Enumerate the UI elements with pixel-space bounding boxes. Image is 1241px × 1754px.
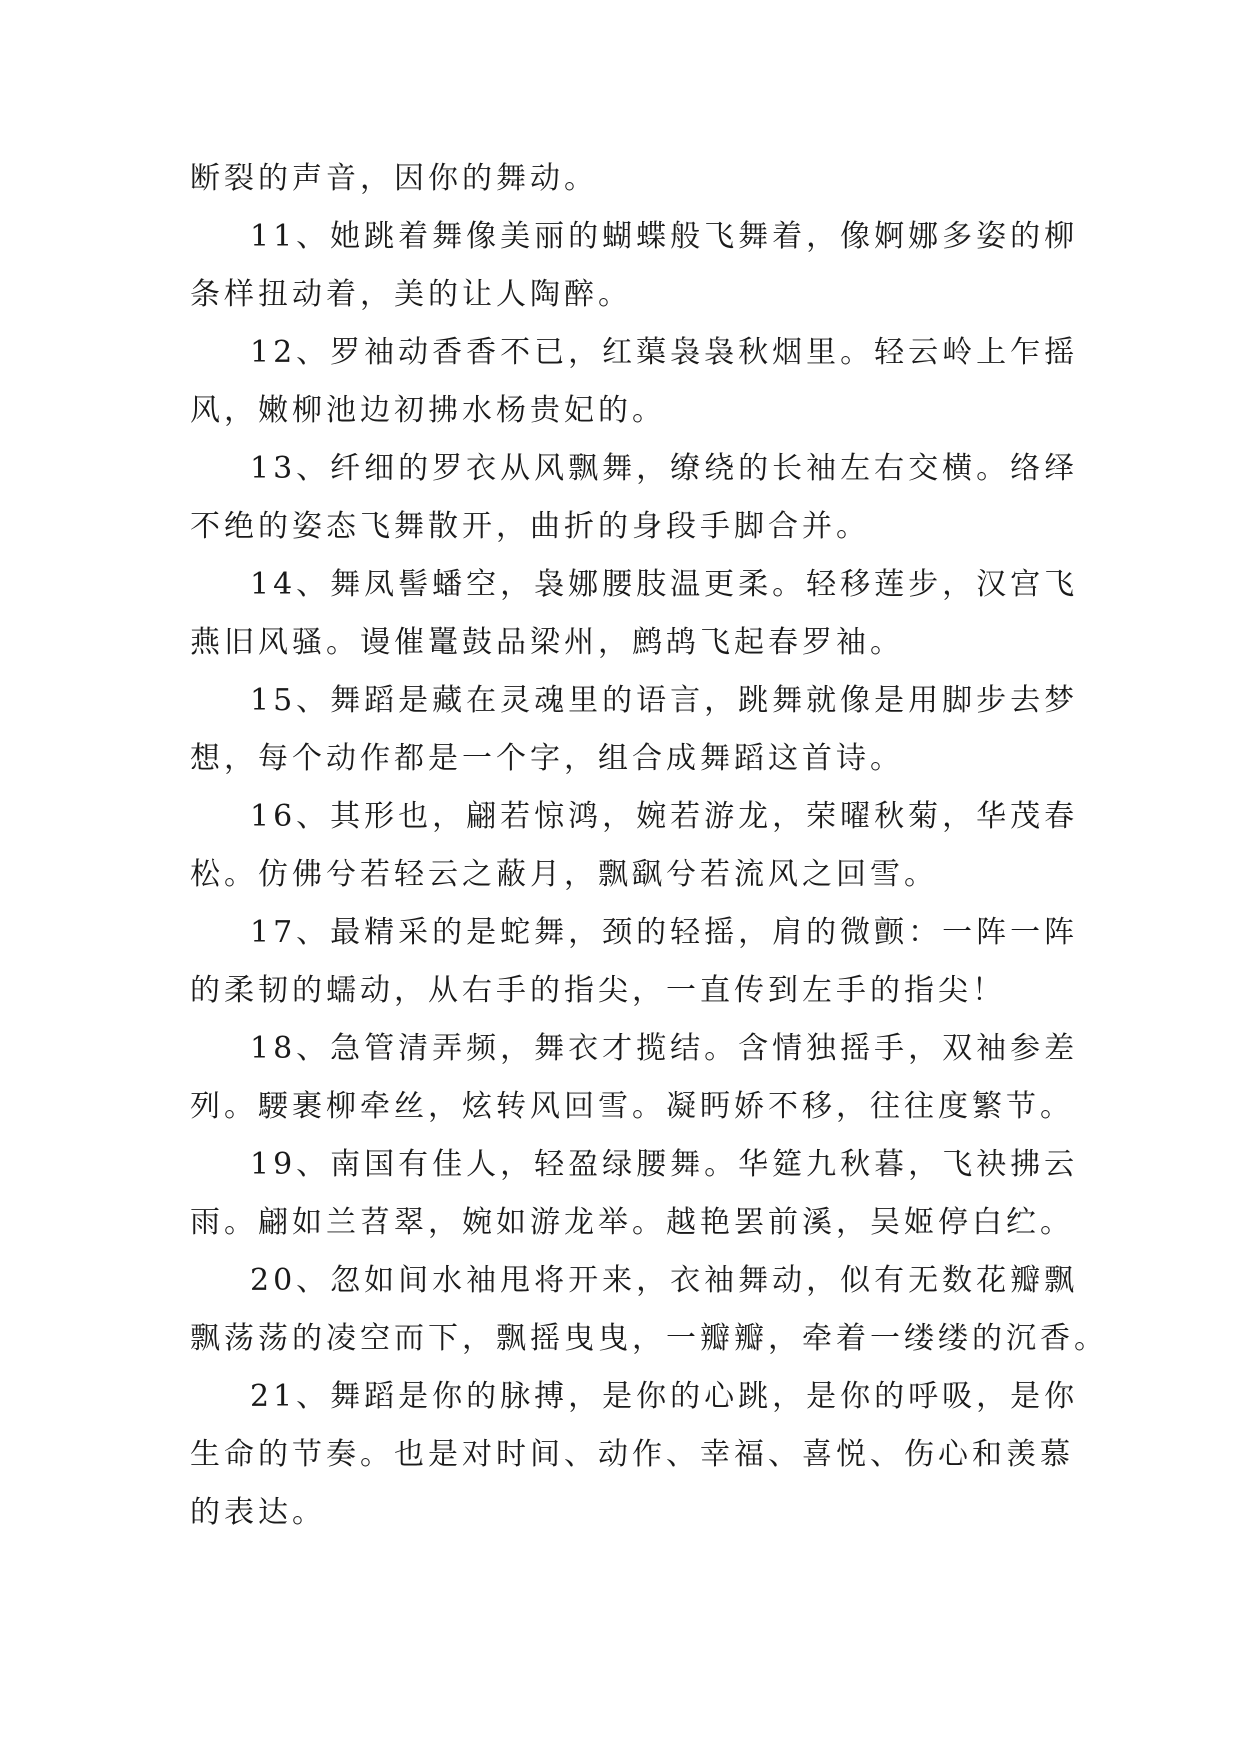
text-line: 想，每个动作都是一个字，组合成舞蹈这首诗。 — [190, 741, 904, 776]
text-line: 松。仿佛兮若轻云之蔽月，飘飖兮若流风之回雪。 — [190, 857, 938, 892]
text-line: 13、纤细的罗衣从风飘舞，缭绕的长袖左右交横。络绎 — [250, 451, 1079, 486]
text-line: 不绝的姿态飞舞散开，曲折的身段手脚合并。 — [190, 509, 870, 544]
text-line: 14、舞凤髻蟠空，袅娜腰肢温更柔。轻移莲步，汉宫飞 — [250, 567, 1079, 602]
text-line: 风，嫩柳池边初拂水杨贵妃的。 — [190, 393, 666, 428]
text-line: 16、其形也，翩若惊鸿，婉若游龙，荣曜秋菊，华茂春 — [250, 799, 1079, 834]
text-line: 11、她跳着舞像美丽的蝴蝶般飞舞着，像婀娜多姿的柳 — [250, 219, 1079, 254]
text-line: 18、急管清弄频，舞衣才揽结。含情独摇手，双袖参差 — [250, 1031, 1079, 1066]
text-line: 雨。翩如兰苕翠，婉如游龙举。越艳罢前溪，吴姬停白纻。 — [190, 1205, 1074, 1240]
text-line: 20、忽如间水袖甩将开来，衣袖舞动，似有无数花瓣飘 — [250, 1263, 1079, 1298]
text-line: 17、最精采的是蛇舞，颈的轻摇，肩的微颤：一阵一阵 — [250, 915, 1079, 950]
text-line: 21、舞蹈是你的脉搏，是你的心跳，是你的呼吸，是你 — [250, 1379, 1079, 1414]
text-line: 燕旧风骚。谩催鼍鼓品梁州，鹧鸪飞起春罗袖。 — [190, 625, 904, 660]
text-line: 条样扭动着，美的让人陶醉。 — [190, 277, 632, 312]
text-line: 的表达。 — [190, 1495, 326, 1530]
text-line: 生命的节奏。也是对时间、动作、幸福、喜悦、伤心和羡慕 — [190, 1437, 1074, 1472]
document-body — [190, 150, 1108, 1542]
text-line: 列。騕裹柳牵丝，炫转风回雪。凝眄娇不移，往往度繁节。 — [190, 1089, 1074, 1124]
text-line: 19、南国有佳人，轻盈绿腰舞。华筵九秋暮，飞袂拂云 — [250, 1147, 1079, 1182]
text-line: 断裂的声音，因你的舞动。 — [190, 161, 598, 196]
text-line: 12、罗袖动香香不已，红蕖袅袅秋烟里。轻云岭上乍摇 — [250, 335, 1079, 370]
text-line: 15、舞蹈是藏在灵魂里的语言，跳舞就像是用脚步去梦 — [250, 683, 1079, 718]
text-line: 飘荡荡的凌空而下，飘摇曳曳，一瓣瓣，牵着一缕缕的沉香。 — [190, 1321, 1108, 1356]
text-line: 的柔韧的蠕动，从右手的指尖，一直传到左手的指尖！ — [190, 973, 1006, 1008]
